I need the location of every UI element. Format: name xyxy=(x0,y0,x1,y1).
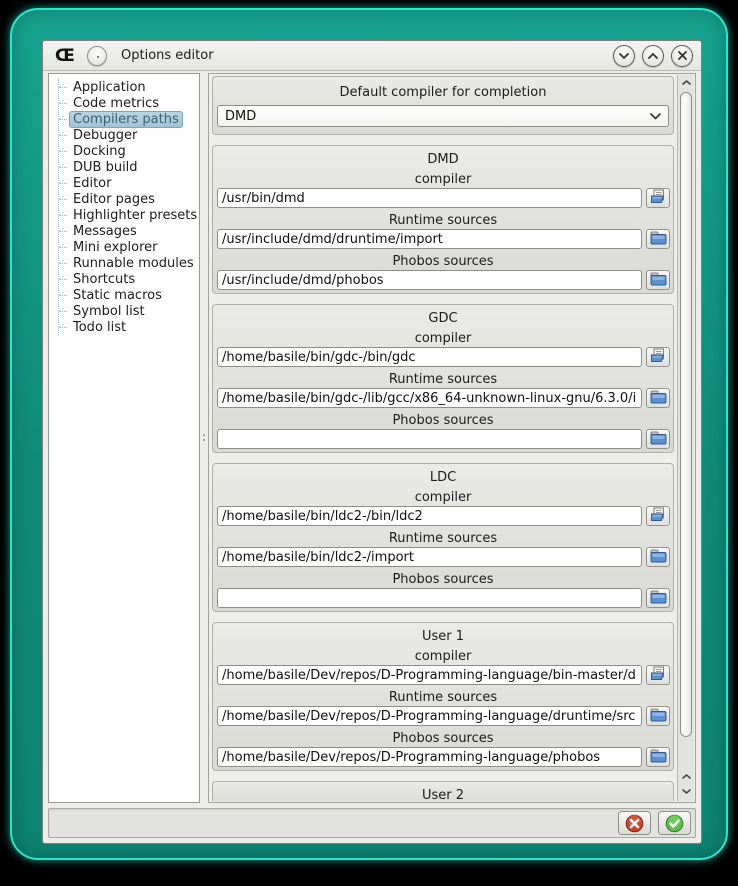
tree-branch xyxy=(59,311,67,312)
tree-branch xyxy=(59,263,67,264)
sidebar-item-highlighter-presets[interactable] xyxy=(59,207,197,223)
folder-icon xyxy=(650,271,667,289)
category-tree xyxy=(58,79,197,335)
chevron-up-icon xyxy=(648,53,658,59)
tree-branch xyxy=(59,327,67,328)
options-editor-dialog xyxy=(42,40,702,844)
browse-button[interactable] xyxy=(646,665,670,685)
folder-icon xyxy=(650,589,667,607)
tree-branch xyxy=(59,151,67,152)
coedit-logo-icon: Œ xyxy=(55,45,71,66)
sidebar-item-label: Mini explorer xyxy=(73,239,158,255)
chevron-down-icon xyxy=(682,789,691,794)
sidebar-item-label: Editor xyxy=(73,175,112,191)
scrollbar-thumb[interactable] xyxy=(680,92,692,737)
sidebar-item-mini-explorer[interactable] xyxy=(59,239,197,255)
close-button[interactable] xyxy=(671,45,693,67)
sidebar-item-symbol-list[interactable] xyxy=(59,303,197,319)
default-compiler-select[interactable] xyxy=(217,105,669,127)
browse-button[interactable] xyxy=(646,388,670,408)
chevron-up-icon xyxy=(682,774,691,779)
tree-branch xyxy=(59,183,67,184)
compilers-paths-panel xyxy=(208,73,696,803)
titlebar[interactable] xyxy=(43,41,701,71)
folder-icon xyxy=(650,230,667,248)
field-label: Runtime sources xyxy=(388,213,498,228)
field-label: Runtime sources xyxy=(388,372,498,387)
browse-button[interactable] xyxy=(646,706,670,726)
sidebar-item-label: Messages xyxy=(73,223,137,239)
field-label: Runtime sources xyxy=(388,531,498,546)
tree-branch xyxy=(59,119,67,120)
sidebar-item-label: Application xyxy=(73,79,146,95)
sidebar-item-label: Compilers paths xyxy=(69,111,183,128)
field-label: Phobos sources xyxy=(392,254,494,269)
tree-branch xyxy=(59,135,67,136)
sidebar-item-label: Highlighter presets xyxy=(73,207,198,223)
browse-button[interactable] xyxy=(646,747,670,767)
browse-button[interactable] xyxy=(646,270,670,290)
sidebar-item-messages[interactable] xyxy=(59,223,197,239)
scroll-up-button-2[interactable] xyxy=(678,769,694,784)
sidebar-item-label: Debugger xyxy=(73,127,138,143)
compiler-input[interactable] xyxy=(217,506,642,526)
sidebar-item-label: Runnable modules xyxy=(73,255,194,271)
field-label: compiler xyxy=(414,490,472,505)
phobos-sources-input[interactable] xyxy=(217,429,642,449)
folder-icon xyxy=(650,430,667,448)
sidebar-item-dub-build[interactable] xyxy=(59,159,197,175)
sidebar-item-label: DUB build xyxy=(73,159,138,175)
compiler-group-user-1 xyxy=(212,622,674,771)
folder-icon xyxy=(650,707,667,725)
sidebar-item-label: Code metrics xyxy=(73,95,160,111)
sidebar-item-label: Editor pages xyxy=(73,191,155,207)
compiler-input[interactable] xyxy=(217,188,642,208)
default-compiler-group xyxy=(212,76,674,135)
cancel-circle-icon xyxy=(625,814,644,833)
window-menu-button[interactable] xyxy=(87,46,107,66)
accept-circle-icon xyxy=(665,814,684,833)
chevron-down-icon xyxy=(650,113,661,120)
sidebar-item-static-macros[interactable] xyxy=(59,287,197,303)
window-frame xyxy=(10,8,728,860)
sidebar-item-editor-pages[interactable] xyxy=(59,191,197,207)
folder-icon xyxy=(650,548,667,566)
browse-button[interactable] xyxy=(646,588,670,608)
sidebar-item-todo-list[interactable] xyxy=(59,319,197,335)
sidebar-item-code-metrics[interactable] xyxy=(59,95,197,111)
cancel-button[interactable] xyxy=(618,811,651,835)
sidebar-item-shortcuts[interactable] xyxy=(59,271,197,287)
vertical-scrollbar[interactable] xyxy=(677,75,694,801)
compiler-group-title: User 1 xyxy=(421,629,465,644)
field-label: compiler xyxy=(414,649,472,664)
minimize-button[interactable] xyxy=(613,45,635,67)
runtime-sources-input[interactable] xyxy=(217,547,642,567)
window-title: Options editor xyxy=(121,48,214,63)
compiler-group-dmd xyxy=(212,145,674,294)
field-label: Phobos sources xyxy=(392,572,494,587)
chevron-down-icon xyxy=(619,53,629,59)
compiler-input[interactable] xyxy=(217,665,642,685)
tree-branch xyxy=(59,231,67,232)
categories-sidebar xyxy=(48,73,200,803)
sidebar-item-application[interactable] xyxy=(59,79,197,95)
runtime-sources-input[interactable] xyxy=(217,229,642,249)
folder-icon xyxy=(650,389,667,407)
compiler-group-gdc xyxy=(212,304,674,453)
sidebar-item-label: Symbol list xyxy=(73,303,145,319)
open-file-icon xyxy=(650,189,667,207)
field-label: compiler xyxy=(414,331,472,346)
browse-button[interactable] xyxy=(646,429,670,449)
dialog-footer xyxy=(48,808,696,838)
field-label: Phobos sources xyxy=(392,413,494,428)
sidebar-item-editor[interactable] xyxy=(59,175,197,191)
scroll-down-button[interactable] xyxy=(678,784,694,799)
sidebar-item-label: Todo list xyxy=(73,319,127,335)
sidebar-item-compilers-paths[interactable] xyxy=(59,111,197,127)
tree-branch xyxy=(59,199,67,200)
compiler-input[interactable] xyxy=(217,347,642,367)
compiler-group-title: User 2 xyxy=(421,788,465,801)
chevron-up-icon xyxy=(682,80,691,85)
tree-branch xyxy=(59,247,67,248)
browse-button[interactable] xyxy=(646,347,670,367)
browse-button[interactable] xyxy=(646,547,670,567)
compiler-group-title: DMD xyxy=(427,152,459,167)
sidebar-item-runnable-modules[interactable] xyxy=(59,255,197,271)
sidebar-item-debugger[interactable] xyxy=(59,127,197,143)
phobos-sources-input[interactable] xyxy=(217,747,642,767)
compiler-group-user-2 xyxy=(212,781,674,801)
content-area xyxy=(43,71,701,805)
sidebar-item-label: Shortcuts xyxy=(73,271,136,287)
tree-branch xyxy=(59,103,67,104)
field-label: Phobos sources xyxy=(392,731,494,746)
tree-branch xyxy=(59,295,67,296)
sidebar-splitter[interactable] xyxy=(200,73,208,803)
field-label: Runtime sources xyxy=(388,690,498,705)
phobos-sources-input[interactable] xyxy=(217,588,642,608)
browse-button[interactable] xyxy=(646,229,670,249)
browse-button[interactable] xyxy=(646,506,670,526)
browse-button[interactable] xyxy=(646,188,670,208)
compiler-group-title: LDC xyxy=(429,470,457,485)
folder-icon xyxy=(650,748,667,766)
tree-branch xyxy=(59,87,67,88)
tree-branch xyxy=(59,167,67,168)
open-file-icon xyxy=(650,666,667,684)
compiler-group-title: GDC xyxy=(428,311,458,326)
runtime-sources-input[interactable] xyxy=(217,706,642,726)
open-file-icon xyxy=(650,507,667,525)
tree-branch xyxy=(59,279,67,280)
compiler-group-ldc xyxy=(212,463,674,612)
selected-compiler-value: DMD xyxy=(225,108,257,124)
scroll-up-button[interactable] xyxy=(678,75,694,90)
field-label: compiler xyxy=(414,172,472,187)
groups-scroll-area xyxy=(211,76,675,801)
open-file-icon xyxy=(650,348,667,366)
accept-button[interactable] xyxy=(658,811,691,835)
maximize-button[interactable] xyxy=(642,45,664,67)
sidebar-item-label: Static macros xyxy=(73,287,162,303)
close-icon xyxy=(678,51,687,60)
tree-branch xyxy=(59,215,67,216)
sidebar-item-label: Docking xyxy=(73,143,126,159)
phobos-sources-input[interactable] xyxy=(217,270,642,290)
sidebar-item-docking[interactable] xyxy=(59,143,197,159)
runtime-sources-input[interactable] xyxy=(217,388,642,408)
group-title: Default compiler for completion xyxy=(339,85,547,100)
